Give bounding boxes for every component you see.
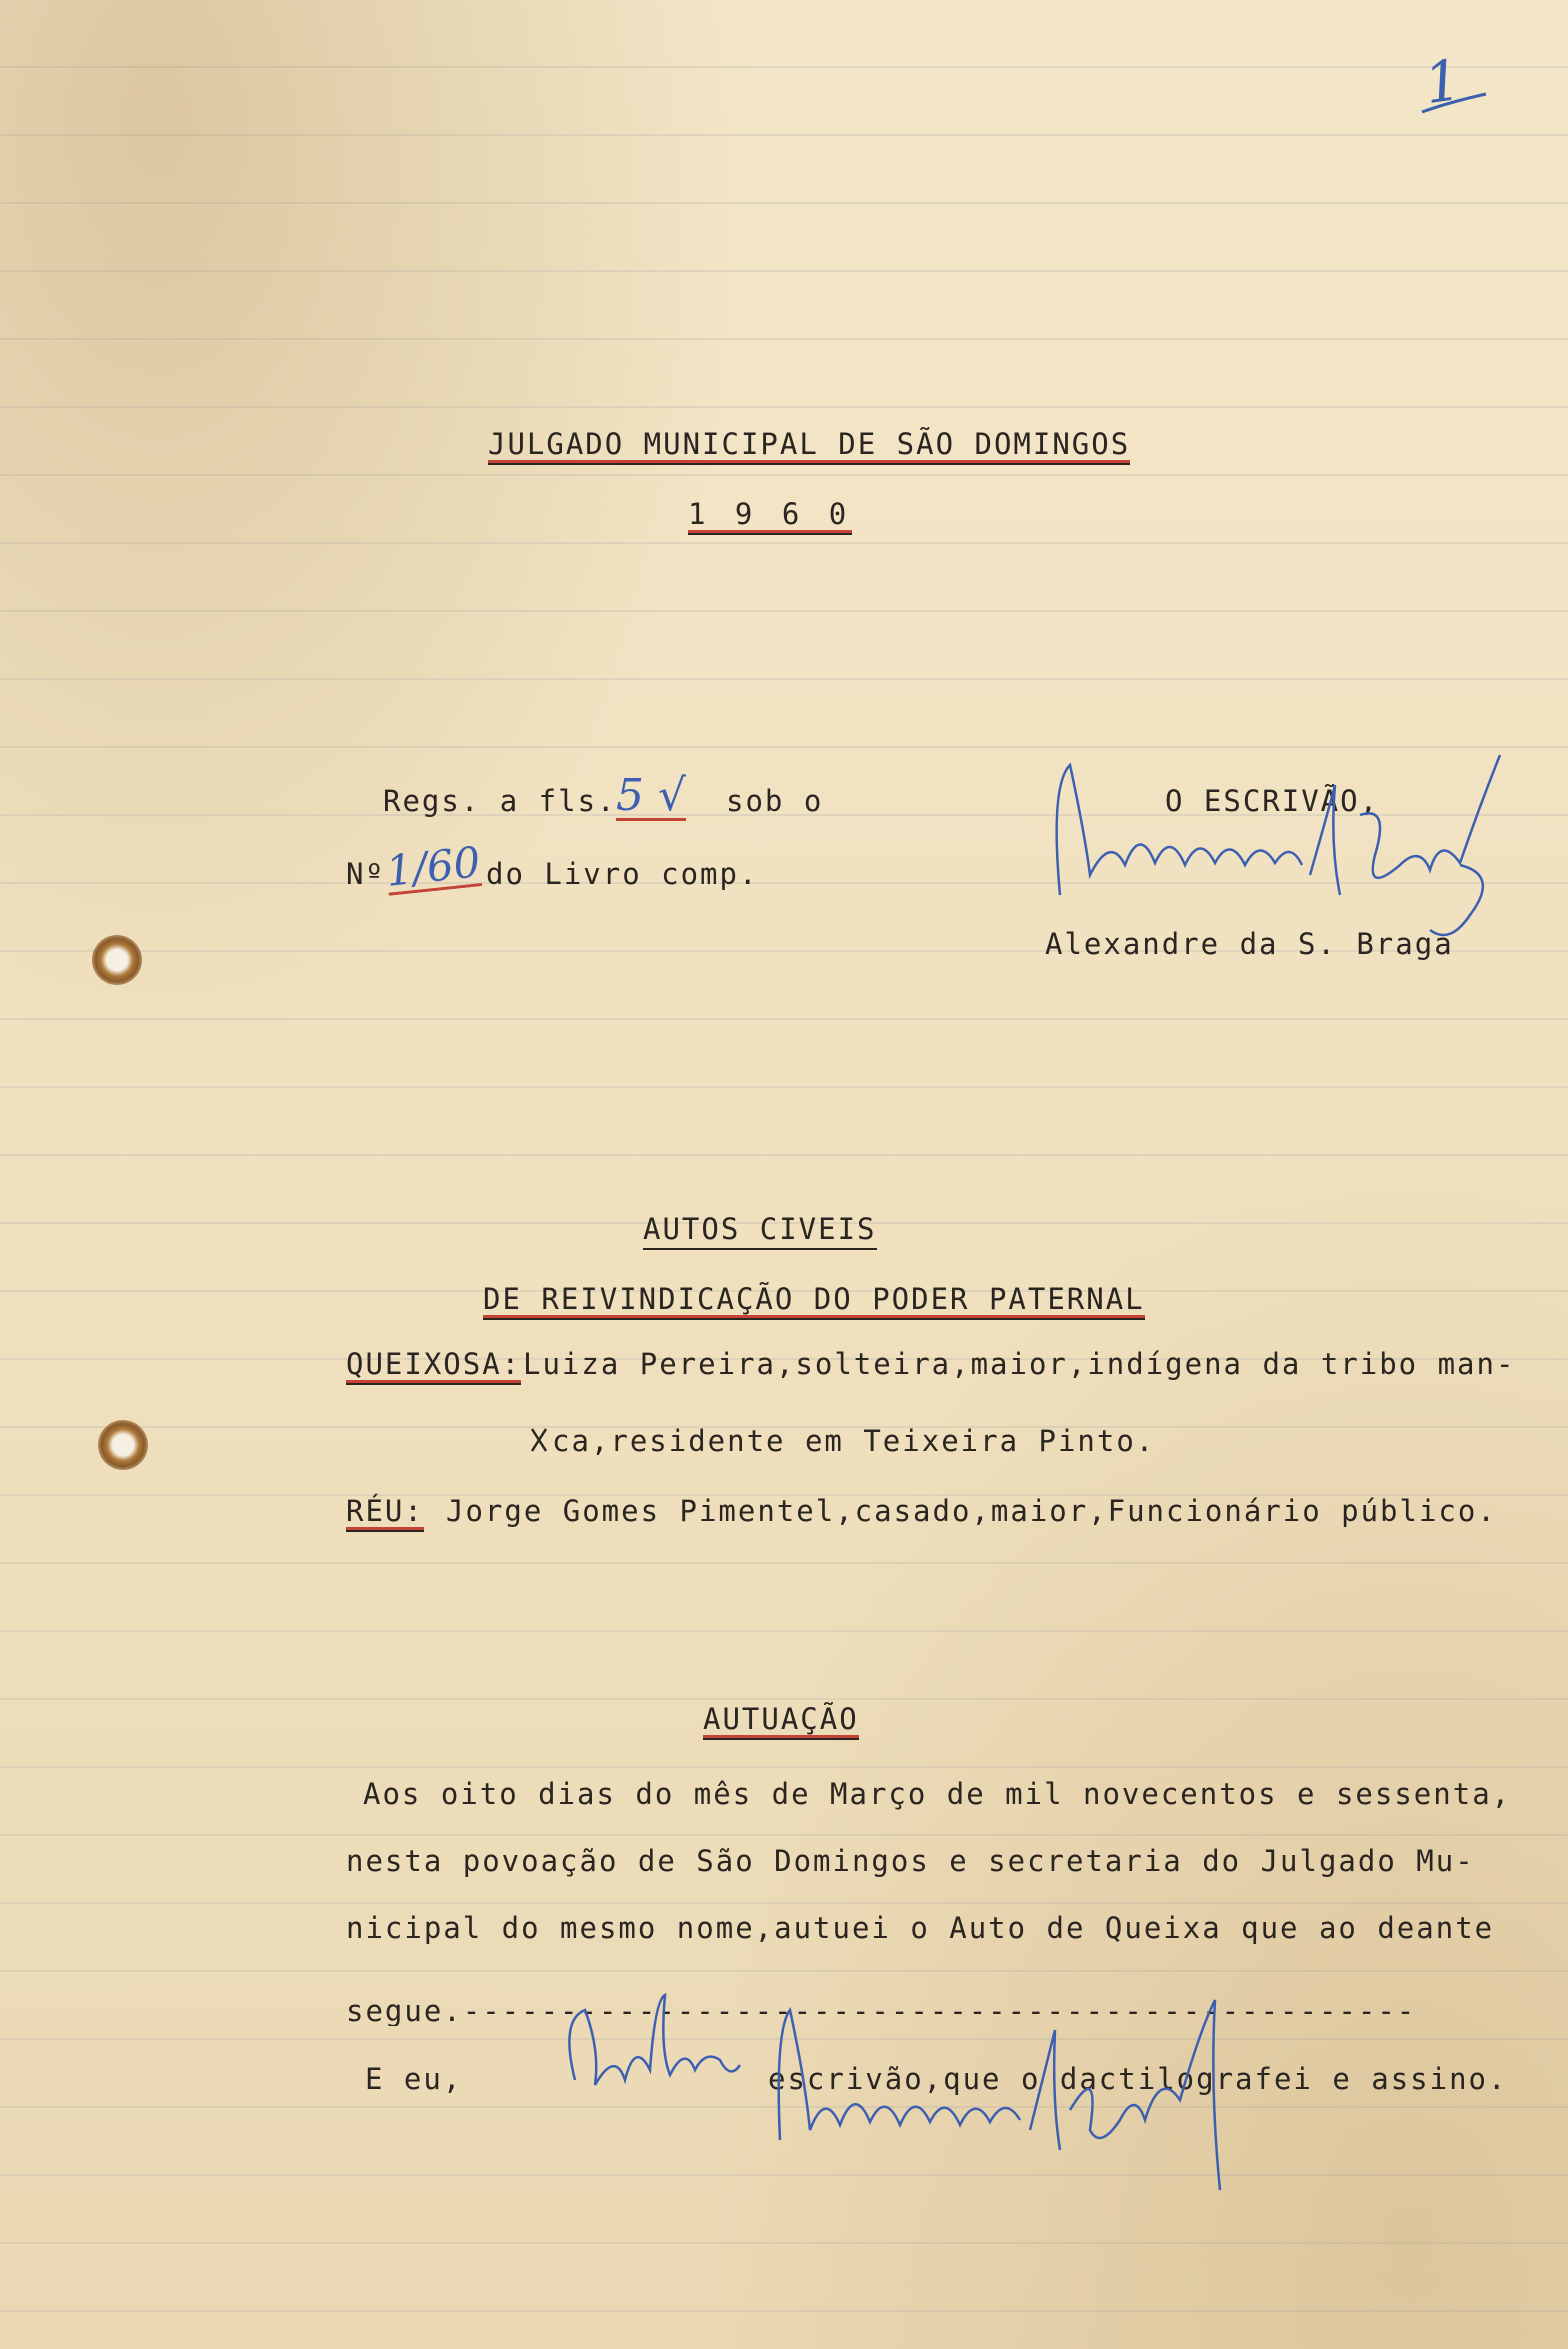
registration-line2-suffix: do Livro comp. — [486, 857, 759, 891]
registration-line2-prefix: Nº — [346, 857, 385, 891]
clerk-signature-bottom — [770, 1990, 1290, 2210]
registration-line1-suffix: sob o — [726, 784, 824, 818]
number-handwritten: 1/60 — [383, 837, 483, 896]
initials-signature — [555, 1990, 755, 2120]
year: 1 9 6 0 — [688, 500, 852, 535]
clerk-label: O ESCRIVÃO, — [1165, 784, 1380, 818]
defendant-label: RÉU: — [346, 1497, 424, 1532]
autuacao-line2: nesta povoação de São Domingos e secretaria do Julgado Mu- — [346, 1844, 1475, 1878]
punch-hole-top — [92, 935, 142, 985]
autuacao-line5-suffix: escrivão,que o dactilografei e assino. — [768, 2062, 1508, 2096]
defendant-text: Jorge Gomes Pimentel,casado,maior,Funcionário público. — [446, 1494, 1497, 1528]
autuacao-heading: AUTUAÇÃO — [703, 1705, 859, 1740]
plaintiff-text-line2: ca,residente em Teixeira Pinto. — [552, 1424, 1156, 1458]
plaintiff-label: QUEIXOSA: — [346, 1350, 521, 1385]
plaintiff-text-line1: Luiza Pereira,solteira,maior,indígena da tribo man- — [523, 1347, 1516, 1381]
autuacao-line3: nicipal do mesmo nome,autuei o Auto de Queixa que ao deante — [346, 1911, 1495, 1945]
case-title-line1: AUTOS CIVEIS — [643, 1215, 877, 1250]
autuacao-line4: segue.------------------------------------------------- — [346, 1997, 1417, 2026]
autuacao-line5-prefix: E eu, — [365, 2062, 463, 2096]
court-title: JULGADO MUNICIPAL DE SÃO DOMINGOS — [488, 430, 1130, 465]
page-number-stroke — [1420, 90, 1490, 120]
page-number: 1 — [1420, 47, 1465, 118]
strikeout-mark — [528, 1425, 550, 1455]
autuacao-line1: Aos oito dias do mês de Março de mil novecentos e sessenta, — [363, 1777, 1512, 1811]
punch-hole-bottom — [98, 1420, 148, 1470]
folio-handwritten: 5 √ — [616, 770, 687, 821]
case-title-line2: DE REIVINDICAÇÃO DO PODER PATERNAL — [483, 1285, 1145, 1320]
clerk-name: Alexandre da S. Braga — [1045, 927, 1454, 961]
registration-line1-prefix: Regs. a fls. — [383, 784, 617, 818]
